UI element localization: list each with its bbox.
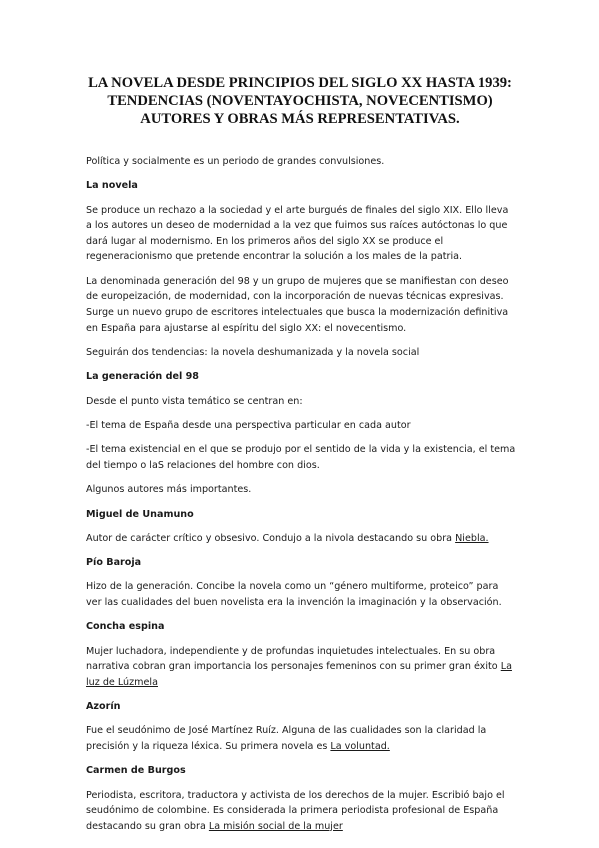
document-title xyxy=(60,74,540,128)
author-heading-burgos: Carmen de Burgos xyxy=(86,765,186,777)
burgos-text: Periodista, escritora, traductora y activista de los derechos de la mujer. Escribió bajo el seudónimo de colombine. Es considerada la primera periodista profesional de España destacando su gran obra xyxy=(86,789,505,832)
g98-paragraph-1: Desde el punto vista temático se centran en: xyxy=(86,395,303,407)
unamuno-paragraph xyxy=(86,531,516,547)
azorin-text: Fue el seudónimo de José Martínez Ruíz. Alguna de las cualidades son la claridad la precisión y la riqueza léxica. Su primera novela es xyxy=(86,725,487,752)
novela-paragraph-2: La denominada generación del 98 y un grupo de mujeres que se manifiestan con deseo de europeización, de modernidad, con la incorporación de nuevas técnicas expresivas. Surge un nuevo grupo de escritores intelectuales que busca la modernización definitiva en España para ajustarse al espíritu del siglo XX: el novecentismo. xyxy=(86,275,509,334)
unamuno-text: Autor de carácter crítico y obsesivo. Condujo a la nivola destacando su obra xyxy=(86,532,456,544)
author-heading-baroja: Pío Baroja xyxy=(86,557,142,569)
g98-paragraph-4: Algunos autores más importantes. xyxy=(86,484,252,496)
espina-paragraph xyxy=(86,644,516,691)
document-body xyxy=(86,154,516,843)
title-line-2: TENDENCIAS (NOVENTAYOCHISTA, NOVECENTISMO) xyxy=(107,93,493,109)
g98-paragraph-3: -El tema existencial en el que se produjo por el sentido de la vida y la existencia, el tema del tiempo o laS relaciones del hombre con dios. xyxy=(86,444,516,471)
burgos-work-title: La misión social de la mujer xyxy=(208,820,343,832)
novela-paragraph-3: Seguirán dos tendencias: la novela deshumanizada y la novela social xyxy=(86,346,420,358)
title-line-1: LA NOVELA DESDE PRINCIPIOS DEL SIGLO XX HASTA 1939: xyxy=(88,75,512,91)
espina-text: Mujer luchadora, independiente y de profundas inquietudes intelectuales. En su obra narrativa cobran gran importancia los personajes femeninos con su primer gran éxito xyxy=(86,645,501,673)
azorin-work-title: La voluntad. xyxy=(330,740,390,752)
g98-paragraph-2: -El tema de España desde una perspectiva particular en cada autor xyxy=(86,419,411,431)
author-heading-unamuno: Miguel de Unamuno xyxy=(86,508,194,520)
novela-paragraph-1: Se produce un rechazo a la sociedad y el arte burgués de finales del siglo XIX. Ello lleva a los autores un deseo de modernidad a la vez que fuimos sus raíces autóctonas lo que dará lugar al modernismo. En los primeros años del siglo XX se produce el regeneracionismo que pretende encontrar la solución a los males de la patria. xyxy=(86,204,509,263)
burgos-paragraph xyxy=(86,788,516,835)
author-heading-espina: Concha espina xyxy=(86,621,165,633)
section-heading-generacion-98: La generación del 98 xyxy=(86,371,199,383)
title-line-3: AUTORES Y OBRAS MÁS REPRESENTATIVAS. xyxy=(140,111,460,127)
intro-paragraph: Política y socialmente es un periodo de grandes convulsiones. xyxy=(86,156,385,167)
section-heading-novela: La novela xyxy=(86,180,138,192)
azorin-paragraph xyxy=(86,723,516,754)
baroja-paragraph: Hizo de la generación. Concibe la novela como un “género multiforme, proteico” para ver las cualidades del buen novelista era la invención la imaginación y la observación. xyxy=(86,581,502,609)
espina-work-title: La luz de Lúzmela xyxy=(86,661,512,688)
unamuno-work-title: Niebla. xyxy=(455,532,489,544)
author-heading-azorin: Azorín xyxy=(86,701,121,713)
